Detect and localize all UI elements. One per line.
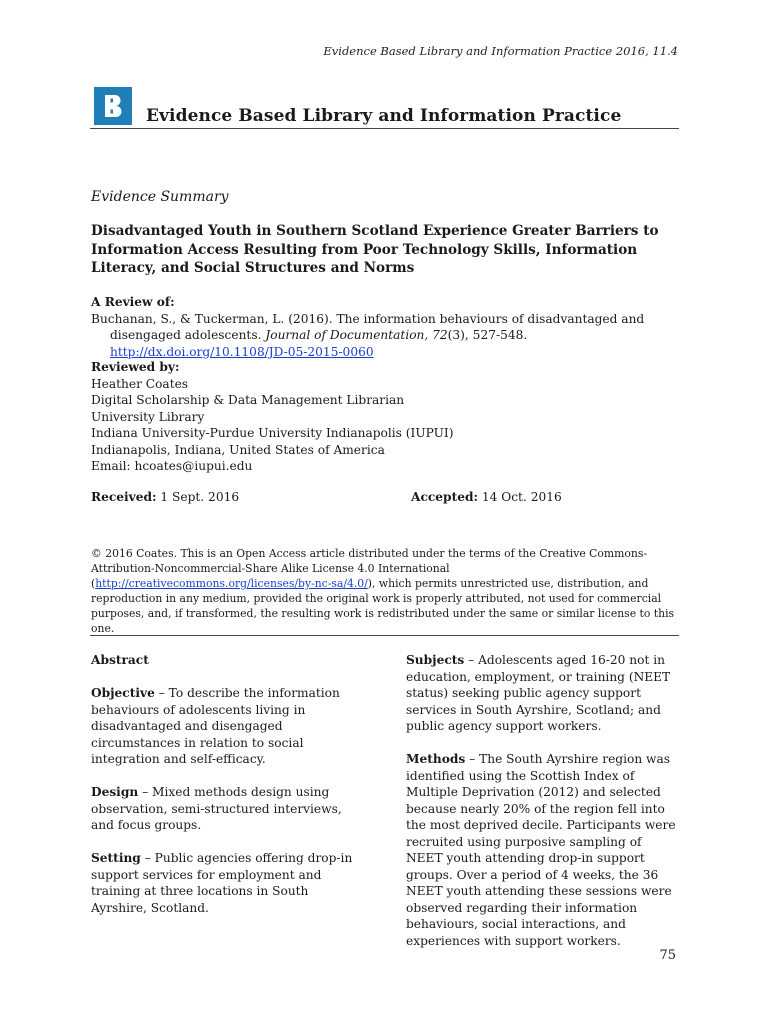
methods-label: Methods (406, 752, 466, 766)
abstract-right-column (406, 652, 678, 966)
received (91, 490, 239, 504)
license-notice (91, 546, 676, 636)
abstract-divider (90, 635, 679, 636)
objective-paragraph (91, 685, 363, 768)
methods-paragraph (406, 751, 678, 949)
article-title: Disadvantaged Youth in Southern Scotland Experience Greater Barriers to Information Access Resulting from Poor Technology Skills, Information Literacy, and Social Structures and Norms (91, 223, 659, 276)
received-value: 1 Sept. 2016 (160, 490, 240, 504)
dates-row (91, 490, 691, 504)
reviewer-email: Email: hcoates@iupui.edu (91, 459, 253, 473)
citation (91, 311, 691, 361)
review-of-label: A Review of: (91, 295, 175, 309)
reviewer-institution: Indiana University-Purdue University Indianapolis (IUPUI) (91, 426, 454, 440)
running-header: Evidence Based Library and Information Practice 2016, 11.4 (323, 44, 678, 58)
objective-text: – To describe the information behaviours of adolescents living in disadvantaged and disengaged circumstances in relation to social integration and self-efficacy. (91, 686, 340, 766)
journal-logo (94, 87, 132, 125)
journal-logo-icon (98, 91, 128, 121)
citation-journal: Journal of Documentation, 72 (265, 328, 448, 342)
abstract-heading: Abstract (91, 653, 149, 667)
license-text-end: ), which permits unrestricted use, distribution, and reproduction in any medium, provided the original work is properly attributed, not used for commercial purposes, and, if transformed, the resulting work is redistributed under the same or similar license to this one. (91, 577, 675, 635)
accepted-value: 14 Oct. 2016 (481, 490, 562, 504)
objective-label: Objective (91, 686, 155, 700)
design-text: – Mixed methods design using observation, semi-structured interviews, and focus groups. (91, 785, 342, 832)
setting-label: Setting (91, 851, 141, 865)
review-of-block (91, 294, 691, 360)
accepted (411, 490, 562, 504)
reviewed-by-block (91, 359, 691, 475)
subjects-text: – Adolescents aged 16-20 not in education, employment, or training (NEET status) seeking public agency support services in South Ayrshire, Scotland; and public agency support workers. (406, 653, 671, 733)
setting-paragraph (91, 850, 363, 916)
reviewer-name: Heather Coates (91, 376, 189, 391)
citation-issue-pages: (3), 527-548. (447, 328, 528, 342)
subjects-paragraph (406, 652, 678, 735)
section-label: Evidence Summary (91, 189, 229, 205)
reviewer-position: Digital Scholarship & Data Management Librarian (91, 393, 405, 407)
license-link[interactable]: http://creativecommons.org/licenses/by-nc-sa/4.0/ (95, 577, 368, 590)
reviewer-unit: University Library (91, 409, 205, 424)
received-label: Received: (91, 490, 157, 504)
abstract-left-column (91, 652, 363, 933)
doi-link[interactable]: http://dx.doi.org/10.1108/JD-05-2015-0060 (110, 344, 374, 359)
license-text-start: © 2016 Coates. This is an Open Access article distributed under the terms of the Creative Commons-Attribution-Noncommercial-Share Alike License 4.0 International ( (91, 547, 648, 590)
methods-text: – The South Ayrshire region was identified using the Scottish Index of Multiple Deprivation (2012) and selected because nearly 20% of the region fell into the most deprived decile. Participants were recruited using purposive sampling of NEET youth attending drop-in support groups. Over a period of 4 weeks, the 36 NEET youth attending these sessions were observed regarding their information behaviours, social interactions, and experiences with support workers. (406, 752, 676, 948)
journal-title: Evidence Based Library and Information Practice (146, 106, 622, 126)
page-number: 75 (659, 948, 676, 963)
subjects-label: Subjects (406, 653, 465, 667)
accepted-label: Accepted: (411, 490, 478, 504)
reviewer-location: Indianapolis, Indiana, United States of America (91, 442, 385, 457)
reviewed-by-label: Reviewed by: (91, 360, 180, 374)
header-divider (90, 128, 679, 129)
citation-authors-title: Buchanan, S., & Tuckerman, L. (2016). The information behaviours of disadvantaged and disengaged adolescents. (91, 311, 645, 342)
design-label: Design (91, 785, 139, 799)
design-paragraph (91, 784, 363, 834)
setting-text: – Public agencies offering drop-in support services for employment and training at three locations in South Ayrshire, Scotland. (91, 851, 353, 915)
